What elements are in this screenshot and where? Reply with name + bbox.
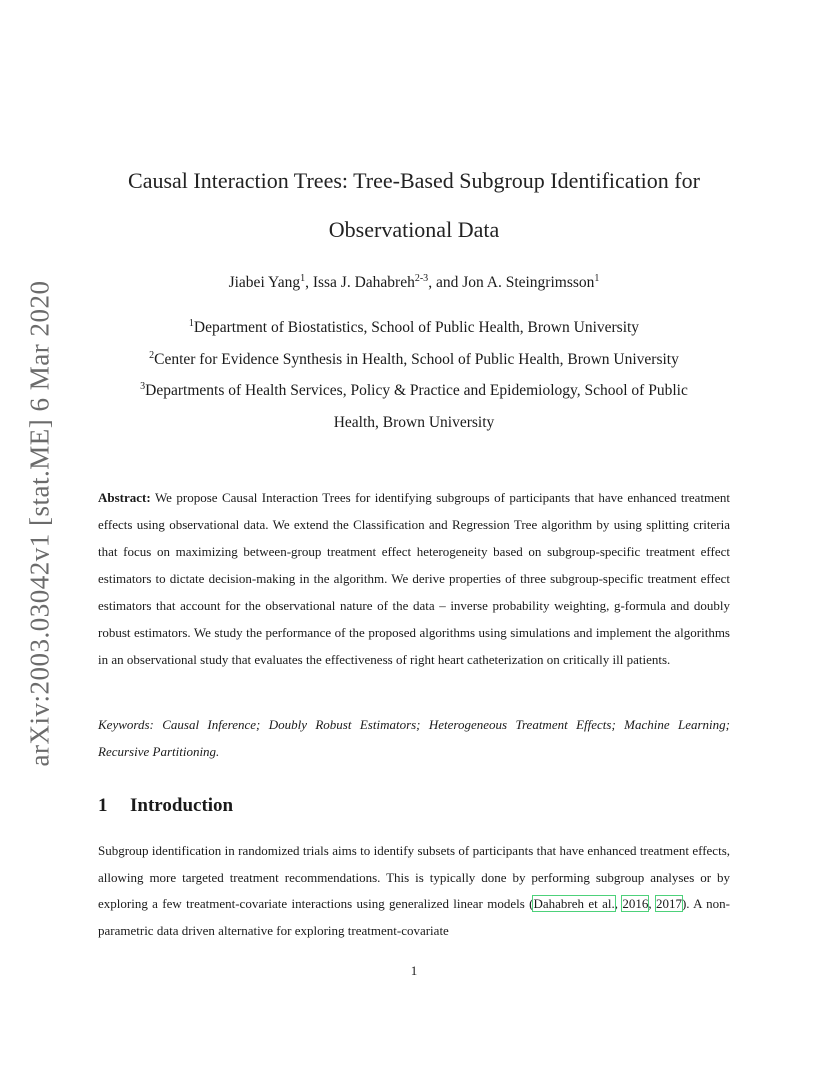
citation-separator: ,: [648, 896, 656, 911]
citation-link-2017[interactable]: 2017: [655, 896, 682, 911]
citation-link-2016[interactable]: 2016: [622, 896, 649, 911]
section-heading-introduction: [98, 795, 233, 817]
abstract-label: Abstract:: [98, 490, 151, 505]
abstract: [98, 484, 730, 673]
arxiv-watermark: [20, 280, 60, 766]
page-number: 1: [410, 963, 418, 978]
section-number: 1: [98, 795, 108, 816]
affiliation-3: [90, 383, 738, 399]
affil-marker: 1: [188, 318, 194, 329]
abstract-text: We propose Causal Interaction Trees for identifying subgroups of participants that have enhanced treatment effects using observational data. We extend the Classification and Regression Tree algorithm by using splitting criteria that focus on maximizing between-group treatment effect heterogeneity based on subgroup-specific treatment effect estimators to dictate decision-making in the algorithm. We derive properties of three subgroup-specific treatment effect estimators that account for the observational nature of the data – inverse probability weighting, g-formula and doubly robust estimators. We study the performance of the proposed algorithms using simulations and implement the algorithms in an observational study that evaluates the effectiveness of right heart catheterization on critically ill patients.: [98, 490, 731, 667]
author-name: Jiabei Yang: [228, 274, 301, 291]
affil-marker: 3: [140, 381, 146, 392]
author-list: [90, 274, 738, 292]
affiliation-2: [90, 352, 738, 368]
affil-text: Center for Evidence Synthesis in Health, School of Public Health, Brown University: [154, 351, 679, 368]
keywords: Keywords: Causal Inference; Doubly Robust Estimators; Heterogeneous Treatment Effects; Machine Learning; Recursive Partitioning.: [98, 717, 730, 759]
author-separator: , and: [428, 274, 463, 291]
section-title: Introduction: [130, 795, 234, 816]
paper-title-line-2: Observational Data: [328, 217, 500, 242]
citation-separator: ,: [614, 896, 623, 911]
intro-text-after: ). A non-parametric data driven alternative for exploring treatment-covariate: [98, 896, 731, 938]
author-affil-marker: 1: [300, 273, 306, 284]
author-name: Issa J. Dahabreh: [312, 274, 415, 291]
introduction-paragraph: [98, 838, 730, 944]
intro-text-before: Subgroup identification in randomized trials aims to identify subsets of participants that have enhanced treatment effects, allowing more targeted treatment recommendations. This is typically done by performing subgroup analyses or by exploring a few treatment-covariate interactions using generalized linear models (: [98, 843, 730, 911]
affil-text: Departments of Health Services, Policy & Practice and Epidemiology, School of Public: [145, 382, 688, 399]
author-affil-marker: 1: [594, 273, 600, 284]
arxiv-id: arXiv:2003.03042v1 [stat.ME] 6 Mar 2020: [24, 280, 55, 766]
affil-text: Department of Biostatistics, School of Public Health, Brown University: [193, 319, 640, 336]
affiliation-3-continued: Health, Brown University: [333, 414, 495, 431]
author-affil-marker: 2-3: [414, 273, 429, 284]
citation-link-dahabreh[interactable]: Dahabreh et al.: [533, 896, 615, 911]
affil-marker: 2: [149, 350, 155, 361]
author-separator: ,: [305, 274, 313, 291]
author-name: Jon A. Steingrimsson: [462, 274, 595, 291]
affiliation-1: [90, 320, 738, 336]
paper-title-line-1: Causal Interaction Trees: Tree-Based Subgroup Identification for: [128, 168, 700, 193]
